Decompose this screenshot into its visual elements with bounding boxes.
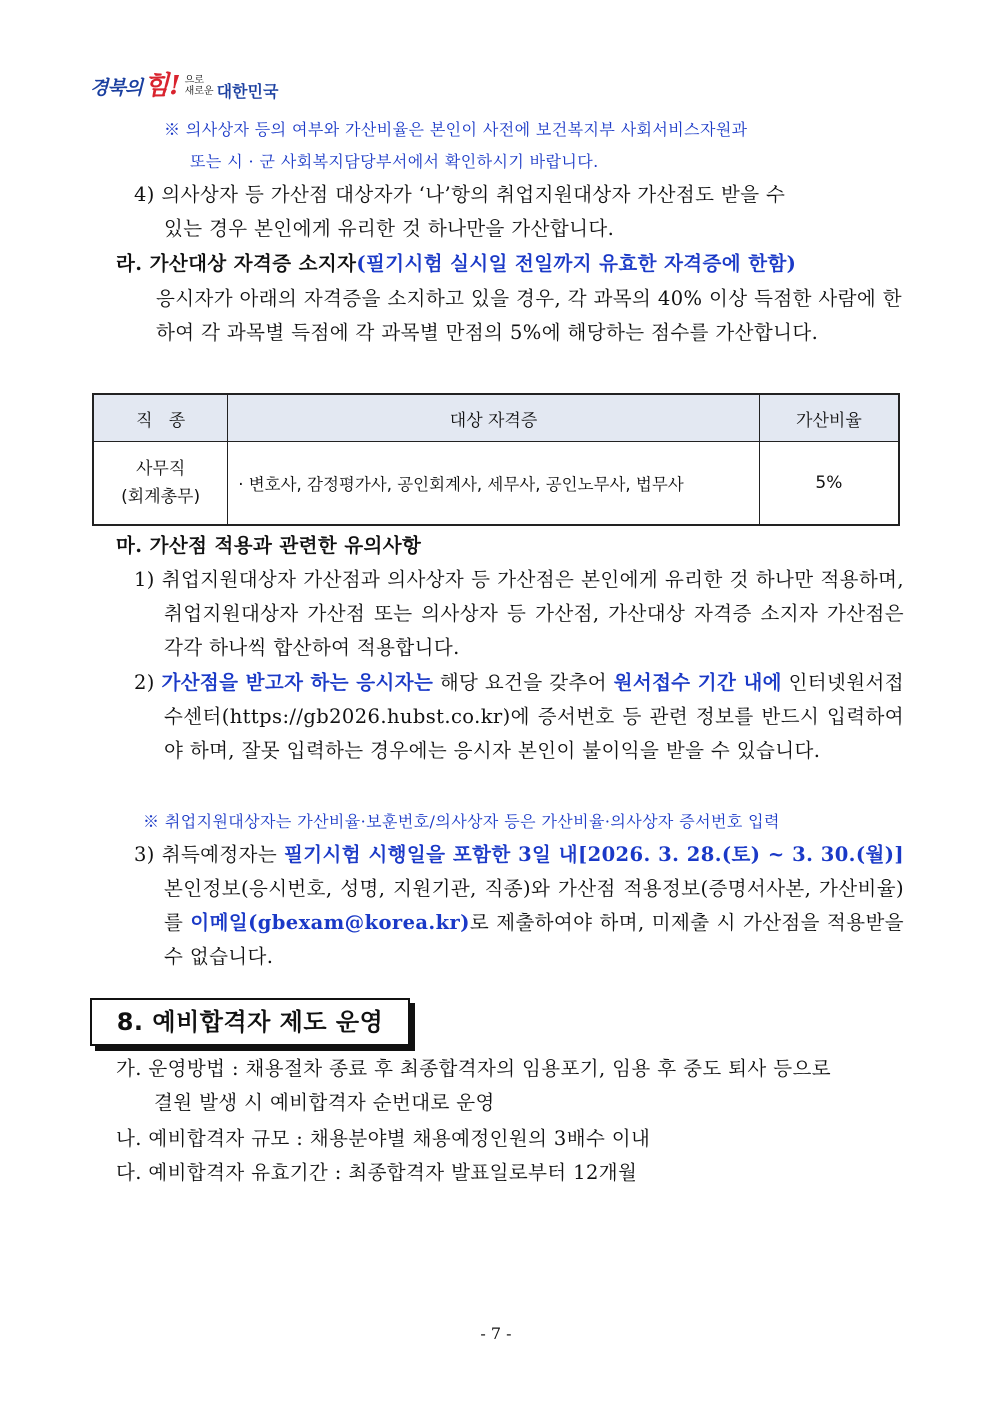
section-ra-title: 라. 가산대상 자격증 소지자 (116, 252, 357, 275)
logo-script-text: 경북의 (90, 76, 143, 99)
table-cell-job (93, 442, 228, 526)
item2-highlight-applicant: 가산점을 받고자 하는 응시자는 (161, 671, 434, 694)
section-ra-body: 응시자가 아래의 자격증을 소지하고 있을 경우, 각 과목의 40% 이상 득점한 사람에 한하여 각 과목별 득점에 각 과목별 만점의 5%에 해당하는 점수를 가산합니다. (156, 287, 902, 344)
section-8-title-box (90, 998, 410, 1046)
job-line1: 사무직 (135, 459, 186, 479)
table-header-cert: 대상 자격증 (228, 394, 760, 442)
section-ma-item1: 1) 취업지원대상자 가산점과 의사상자 등 가산점은 본인에게 유리한 것 하나만 적용하며, 취업지원대상자 가산점 또는 의사상자 등 가산점, 가산대상 자격증 소지자 가산점은 각각 하나씩 합산하여 적용합니다. (134, 568, 904, 659)
job-line2: (회계총무) (121, 487, 201, 507)
section-8-ga (116, 1052, 906, 1120)
section-8-na: 나. 예비합격자 규모 : 채용분야별 채용예정인원의 3배수 이내 (116, 1127, 651, 1150)
note-top-line2: 또는 시 · 군 사회복지담당부서에서 확인하시기 바랍니다. (190, 152, 599, 171)
page-number: - 7 - (480, 1324, 512, 1343)
item3-highlight-deadline: 필기시험 시행일을 포함한 3일 내[2026. 3. 28.(토) ~ 3. 30.(월)] (284, 843, 904, 866)
table-header-row (93, 394, 899, 442)
item2-rest: 인터넷원서접수센터(https://gb2026.hubst.co.kr)에 증서번호 등 관련 정보를 반드시 입력하여야 하며, 잘못 입력하는 경우에는 응시자 본인이 불이익을 받을 수 있습니다. (164, 671, 904, 762)
logo-exclamation: 힘! (144, 71, 181, 101)
item2-highlight-period: 원서접수 기간 내에 (613, 671, 782, 694)
note-top-line1: ※ 의사상자 등의 여부와 가산비율은 본인이 사전에 보건복지부 사회서비스자원과 (164, 120, 748, 139)
certificate-table (92, 393, 900, 526)
item2-prefix: 2) (134, 671, 162, 694)
table-header-ratio: 가산비율 (759, 394, 899, 442)
table-row (93, 442, 899, 526)
section-ra-condition: (필기시험 실시일 전일까지 유효한 자격증에 한함) (356, 252, 797, 275)
ga-line2: 결원 발생 시 예비합격자 순번대로 운영 (154, 1091, 495, 1114)
item-4-line2: 있는 경우 본인에게 유리한 것 하나만을 가산합니다. (164, 217, 615, 240)
section-ma-note: ※ 취업지원대상자는 가산비율·보훈번호/의사상자 등은 가산비율·의사상자 증서번호 입력 (143, 812, 780, 831)
item2-mid: 해당 요건을 갖추어 (433, 671, 614, 694)
note-top (164, 114, 904, 178)
section-ma-item3 (134, 838, 904, 974)
item-4 (134, 178, 904, 246)
logo-big-text: 대한민국 (216, 82, 279, 101)
item3-highlight-email: 이메일(gbexam@korea.kr) (190, 911, 470, 934)
section-ra-heading (116, 247, 906, 281)
item3-prefix: 3) 취득예정자는 (134, 843, 285, 866)
section-ma-heading: 마. 가산점 적용과 관련한 유의사항 (116, 534, 422, 557)
table-cell-ratio: 5% (759, 442, 899, 526)
logo-small-line1: 으로 (184, 75, 204, 86)
header-logo (90, 70, 278, 102)
section-8-title: 8. 예비합격자 제도 운영 (116, 1008, 384, 1036)
table-cell-certs: · 변호사, 감정평가사, 공인회계사, 세무사, 공인노무사, 법무사 (228, 442, 760, 526)
item-4-line1: 4) 의사상자 등 가산점 대상자가 ‘나’항의 취업지원대상자 가산점도 받을 수 (134, 183, 786, 206)
section-8-da: 다. 예비합격자 유효기간 : 최종합격자 발표일로부터 12개월 (116, 1161, 638, 1184)
table-header-job: 직 종 (93, 394, 228, 442)
ga-line1: 가. 운영방법 : 채용절차 종료 후 최종합격자의 임용포기, 임용 후 중도 퇴사 등으로 (116, 1057, 831, 1080)
section-ma-item2 (134, 666, 904, 768)
item3-rest: 로 제출하여야 하며, 미제출 시 가산점을 적용받을 수 없습니다. (164, 911, 904, 968)
logo-small-text (185, 75, 214, 97)
logo-small-line2: 새로운 (184, 86, 214, 97)
item3-mid: 본인정보(응시번호, 성명, 지원기관, 직종)와 가산점 적용정보(증명서사본, 가산비율)를 (164, 877, 904, 934)
